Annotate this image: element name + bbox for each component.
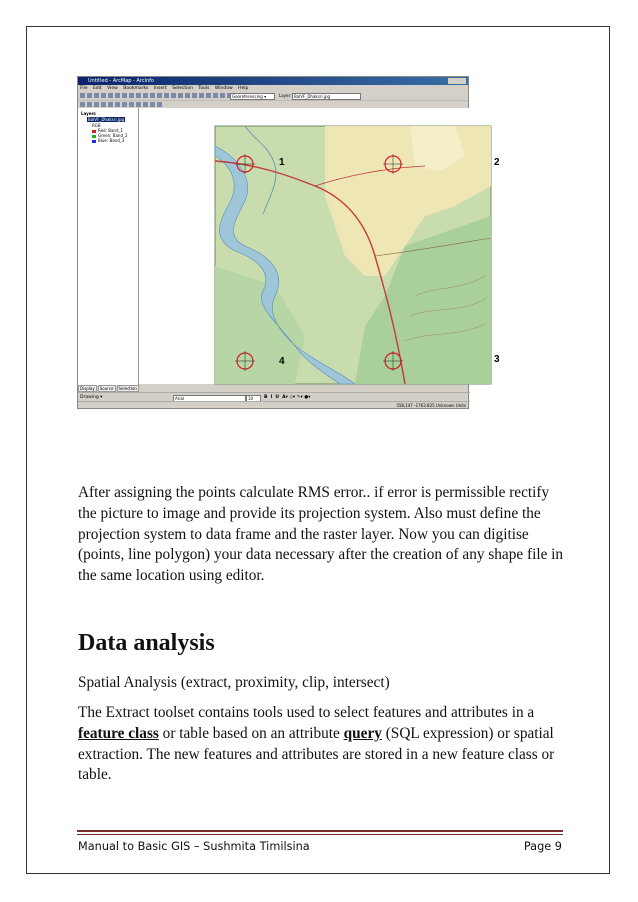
menu-edit: Edit bbox=[92, 86, 102, 91]
control-point-2-label: 2 bbox=[494, 157, 500, 168]
blue-swatch-icon bbox=[92, 140, 96, 143]
toc-band-green: Green: Band_2 bbox=[92, 133, 128, 138]
query-link: query bbox=[343, 724, 382, 742]
georeferencing-dropdown: Georeferencing ▾ bbox=[230, 93, 275, 100]
menu-tools: Tools bbox=[198, 86, 210, 91]
table-of-contents bbox=[78, 108, 139, 392]
drawing-menu: Drawing ▾ bbox=[80, 395, 103, 400]
menu-help: Help bbox=[238, 86, 249, 91]
menu-window: Window bbox=[214, 86, 233, 91]
window-buttons bbox=[448, 78, 466, 84]
menu-insert: Insert bbox=[153, 86, 167, 91]
tool-icons bbox=[80, 93, 232, 99]
footer-rule-thin bbox=[77, 834, 563, 835]
drawing-toolbar bbox=[78, 392, 470, 401]
menu-file: File bbox=[80, 86, 88, 91]
menu-bar bbox=[78, 85, 468, 92]
view-toggle-buttons bbox=[139, 384, 199, 392]
footer-rule bbox=[77, 830, 563, 832]
toolbar-tools bbox=[78, 92, 468, 101]
toc-band-red: Red: Band_1 bbox=[92, 128, 123, 133]
status-bar bbox=[78, 401, 470, 410]
layer-label: Layer: bbox=[279, 93, 292, 98]
toc-raster-name: BalVF_Dhaksri.jpg bbox=[88, 117, 125, 122]
tab-selection: Selection bbox=[118, 386, 137, 391]
menu-selection: Selection bbox=[172, 86, 193, 91]
menu-bookmarks: Bookmarks bbox=[123, 86, 149, 91]
layer-select: BalVF_Dhaksri.jpg bbox=[292, 93, 361, 100]
arcmap-screenshot bbox=[77, 76, 500, 409]
paragraph-extract: The Extract toolset contains tools used to select features and attributes in a feature class or table based on an attribute query (SQL expression) or spatial extraction. The new features and attributes are stored in a new feature class or table. bbox=[78, 704, 555, 784]
tab-display: Display bbox=[80, 386, 95, 391]
section-heading: Data analysis bbox=[78, 630, 215, 656]
topographic-map bbox=[215, 126, 491, 384]
page-number: Page 9 bbox=[523, 840, 562, 853]
feature-class-link: feature class bbox=[78, 724, 159, 742]
format-buttons: B I U A▾ ◇▾ ✎▾ ●▾ bbox=[264, 395, 311, 400]
control-point-4-label: 4 bbox=[279, 356, 285, 367]
paragraph-rms: After assigning the points calculate RMS error.. if error is permissible rectify the picture to image and provide its projection system. Also must define the projection system to data frame and the raster layer. Now you can digitise (points, line polygon) your data necessary after the creation of any shape file in the same location using editor. bbox=[78, 484, 564, 585]
control-point-3-label: 3 bbox=[494, 354, 500, 365]
toc-band-blue: Blue: Band_3 bbox=[92, 138, 124, 143]
map-view bbox=[139, 108, 500, 384]
tab-source: Source bbox=[99, 386, 114, 391]
toc-layers: Layers bbox=[81, 111, 96, 116]
toc-rgb: RGB bbox=[92, 123, 101, 128]
window-title: Untitled - ArcMap - ArcInfo bbox=[88, 78, 154, 84]
control-point-1-label: 1 bbox=[279, 157, 285, 168]
footer-title: Manual to Basic GIS – Sushmita Timilsina bbox=[78, 840, 310, 853]
window-titlebar bbox=[78, 77, 468, 85]
menu-view: View bbox=[107, 86, 118, 91]
font-select: Arial bbox=[173, 395, 246, 402]
status-coordinates: 558,147 -1763.825 Unknown Units bbox=[396, 403, 466, 408]
font-size-select: 10 bbox=[246, 395, 261, 402]
subheading-spatial-analysis: Spatial Analysis (extract, proximity, clip, intersect) bbox=[78, 674, 390, 691]
